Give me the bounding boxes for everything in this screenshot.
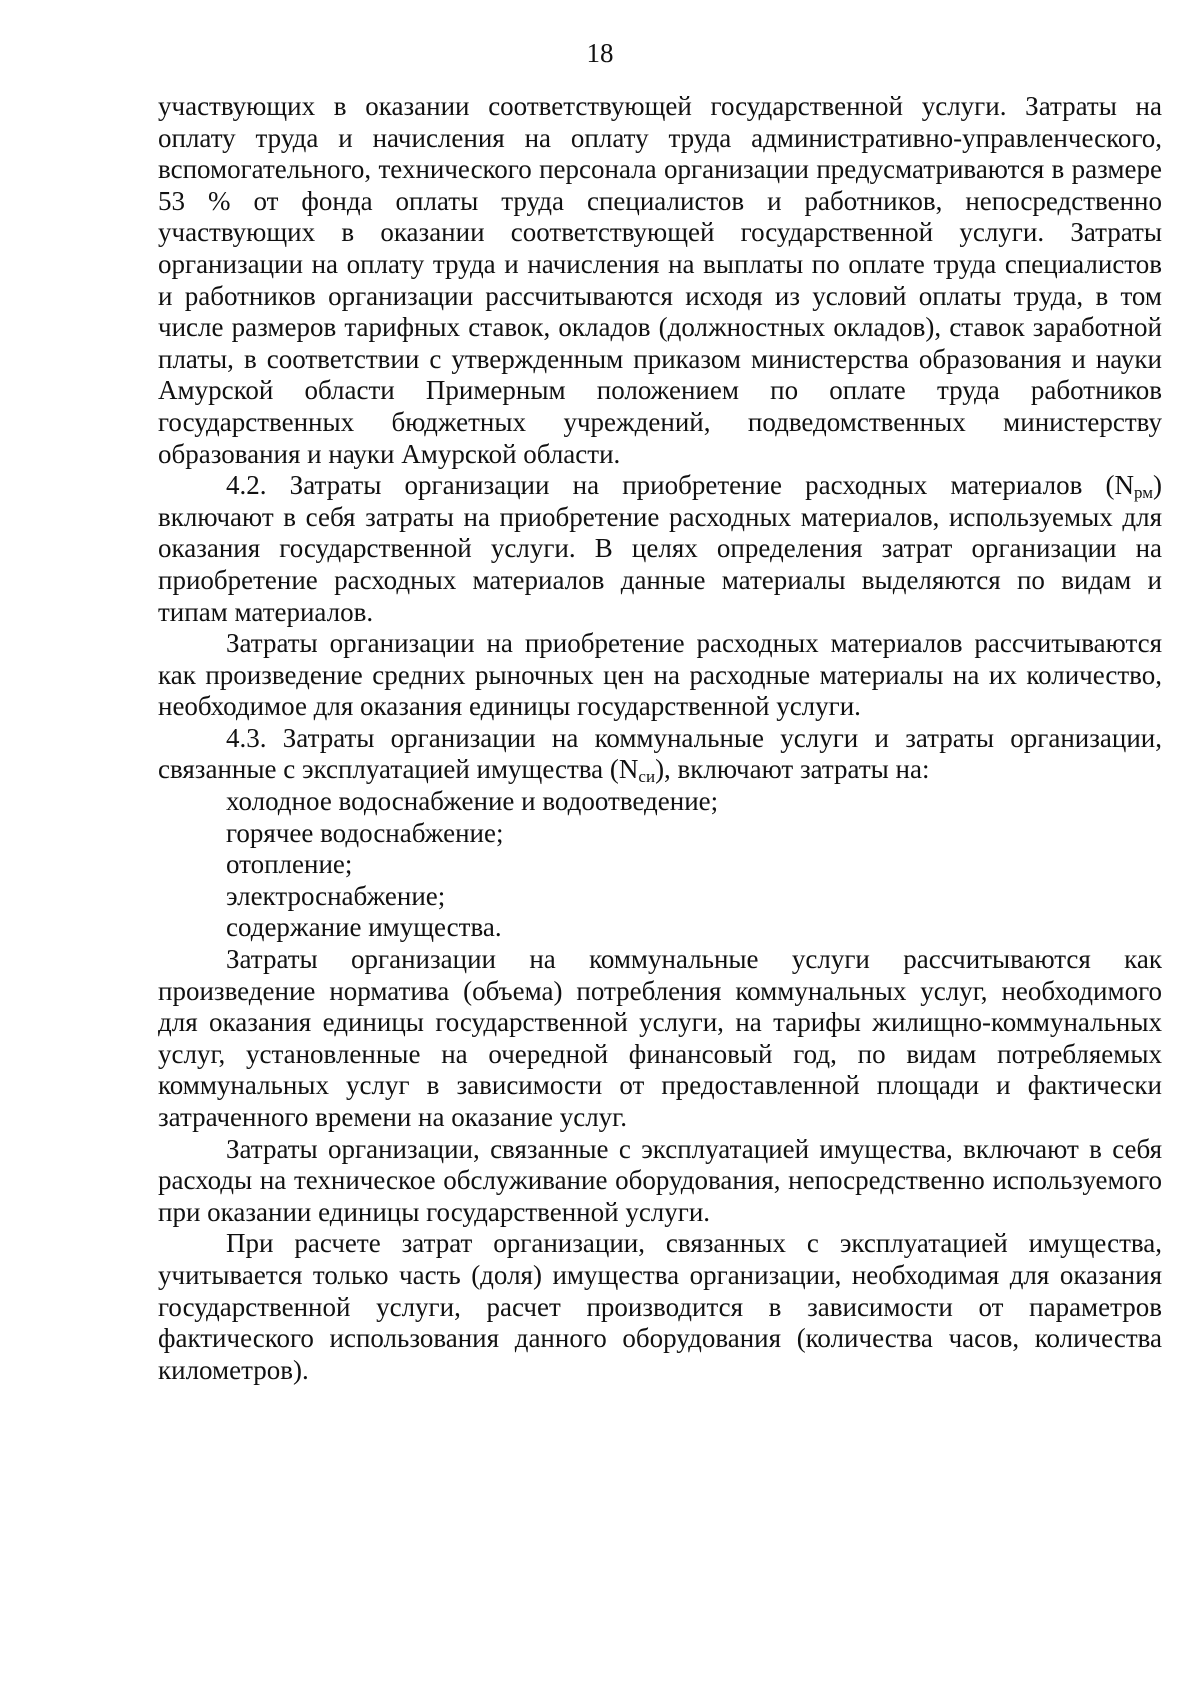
paragraph-materials-calculation: Затраты организации на приобретение расходных материалов рассчитываются как произведение средних рыночных цен на расходные материалы на их количество, необходимое для оказания единицы государственной услуги. <box>158 628 1162 722</box>
utilities-list <box>158 786 1162 944</box>
document-body <box>158 91 1162 1386</box>
paragraph-materials-text-start: 4.2. Затраты организации на приобретение расходных материалов (N <box>226 470 1134 501</box>
list-item: электроснабжение; <box>226 880 446 911</box>
paragraph-property-share: При расчете затрат организации, связанных с эксплуатацией имущества, учитывается только часть (доля) имущества организации, необходимая для оказания государственной услуги, расчет производится в зависимости от параметров фактического использования данного оборудования (количества часов, количества километров). <box>158 1228 1162 1385</box>
paragraph-utilities-calculation: Затраты организации на коммунальные услуги рассчитываются как произведение норматива (объема) потребления коммунальных услуг, необходимого для оказания единицы государственной услуги, на тарифы жилищно-коммунальных услуг, установленные на очередной финансовый год, по видам потребляемых коммунальных услуг в зависимости от предоставленной площади и фактически затраченного времени на оказание услуг. <box>158 944 1162 1132</box>
paragraph-utilities-text-end: ), включают затраты на: <box>655 754 930 785</box>
list-item: холодное водоснабжение и водоотведение; <box>226 786 719 817</box>
list-item: горячее водоснабжение; <box>226 817 504 848</box>
paragraph-materials-costs <box>158 470 1162 628</box>
subscript-rm: рм <box>1133 483 1153 503</box>
list-item: отопление; <box>226 849 353 880</box>
paragraph-utilities-text-start: 4.3. Затраты организации на коммунальные услуги и затраты организации, связанные с эксплуатацией имущества (N <box>158 722 1162 785</box>
list-item: содержание имущества. <box>226 912 502 943</box>
paragraph-utilities-costs <box>158 723 1162 786</box>
paragraph-labor-costs: участвующих в оказании соответствующей государственной услуги. Затраты на оплату труда и начисления на оплату труда административно-управленческого, вспомогательного, технического персонала организации предусматриваются в размере 53 % от фонда оплаты труда специалистов и работников, непосредственно участвующих в оказании соответствующей государственной услуги. Затраты организации на оплату труда и начисления на выплаты по оплате труда специалистов и работников организации рассчитываются исходя из условий оплаты труда, в том числе размеров тарифных ставок, окладов (должностных окладов), ставок заработной платы, в соответствии с утвержденным приказом министерства образования и науки Амурской области Примерным положением по оплате труда работников государственных бюджетных учреждений, подведомственных министерству образования и науки Амурской области. <box>158 91 1162 469</box>
page-number: 18 <box>586 38 614 68</box>
subscript-si: си <box>638 767 656 787</box>
paragraph-materials-text-end: ) включают в себя затраты на приобретение расходных материалов, используемых для оказания государственной услуги. В целях определения затрат организации на приобретение расходных материалов данные материалы выделяются по видам и типам материалов. <box>158 470 1162 627</box>
paragraph-property-costs: Затраты организации, связанные с эксплуатацией имущества, включают в себя расходы на техническое обслуживание оборудования, непосредственно используемого при оказании единицы государственной услуги. <box>158 1133 1162 1227</box>
